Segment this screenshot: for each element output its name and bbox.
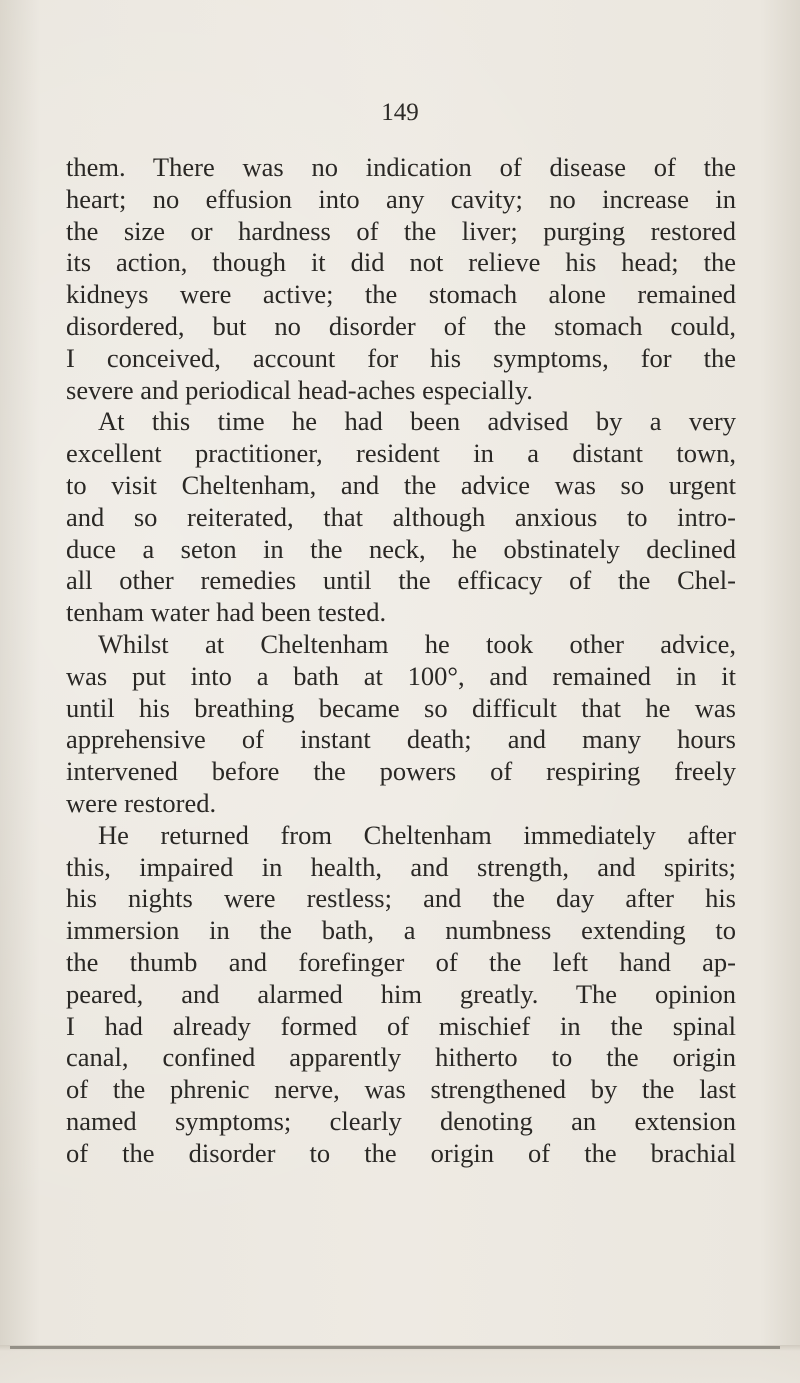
- page-bottom-edge: [0, 1345, 800, 1383]
- text-line: duce a seton in the neck, he obstinately declined: [66, 533, 736, 564]
- text-line: immersion in the bath, a numbness extending to: [66, 915, 736, 946]
- text-line: were restored.: [66, 787, 217, 818]
- text-line: excellent practitioner, resident in a distant town,: [66, 438, 736, 469]
- paragraph-3: [66, 629, 736, 820]
- text-line: the size or hardness of the liver; purging restored: [66, 215, 736, 246]
- paragraph-4: [66, 820, 736, 1170]
- text-line: I had already formed of mischief in the spinal: [66, 1010, 736, 1041]
- text-line: kidneys were active; the stomach alone remained: [66, 279, 736, 310]
- text-line: its action, though it did not relieve his head; the: [66, 247, 736, 278]
- text-line: and so reiterated, that although anxious to intro-: [66, 501, 736, 532]
- text-line: Whilst at Cheltenham he took other advice,: [98, 628, 736, 659]
- text-line: apprehensive of instant death; and many hours: [66, 724, 736, 755]
- text-line: of the disorder to the origin of the brachial: [66, 1137, 736, 1168]
- text-line: this, impaired in health, and strength, and spirits;: [66, 851, 736, 882]
- text-line: He returned from Cheltenham immediately after: [98, 819, 736, 850]
- text-line: named symptoms; clearly denoting an extension: [66, 1105, 736, 1136]
- text-line: was put into a bath at 100°, and remained in it: [66, 660, 736, 691]
- text-line: I conceived, account for his symptoms, for the: [66, 342, 736, 373]
- text-line: of the phrenic nerve, was strengthened by the last: [66, 1074, 736, 1105]
- text-line: them. There was no indication of disease of the: [66, 152, 736, 182]
- text-line: to visit Cheltenham, and the advice was so urgent: [66, 469, 736, 500]
- text-line: tenham water had been tested.: [66, 597, 387, 628]
- text-line: the thumb and forefinger of the left hand ap-: [66, 946, 736, 977]
- paragraph-1: [66, 152, 736, 406]
- text-line: his nights were restless; and the day after his: [66, 883, 736, 914]
- page-number: 149: [381, 99, 419, 126]
- paragraph-2: [66, 406, 736, 629]
- text-line: all other remedies until the efficacy of the Chel-: [66, 565, 736, 596]
- text-line: peared, and alarmed him greatly. The opinion: [66, 978, 736, 1009]
- text-line: until his breathing became so difficult that he was: [66, 692, 736, 723]
- text-line: heart; no effusion into any cavity; no increase in: [66, 183, 736, 214]
- text-line: intervened before the powers of respiring freely: [66, 756, 736, 787]
- page-bottom-rule: [10, 1346, 780, 1349]
- text-line: At this time he had been advised by a very: [98, 406, 736, 437]
- text-line: canal, confined apparently hitherto to the origin: [66, 1042, 736, 1073]
- text-line: severe and periodical head-aches especially.: [66, 374, 533, 405]
- text-line: disordered, but no disorder of the stomach could,: [66, 310, 736, 341]
- body-text: [66, 152, 736, 1170]
